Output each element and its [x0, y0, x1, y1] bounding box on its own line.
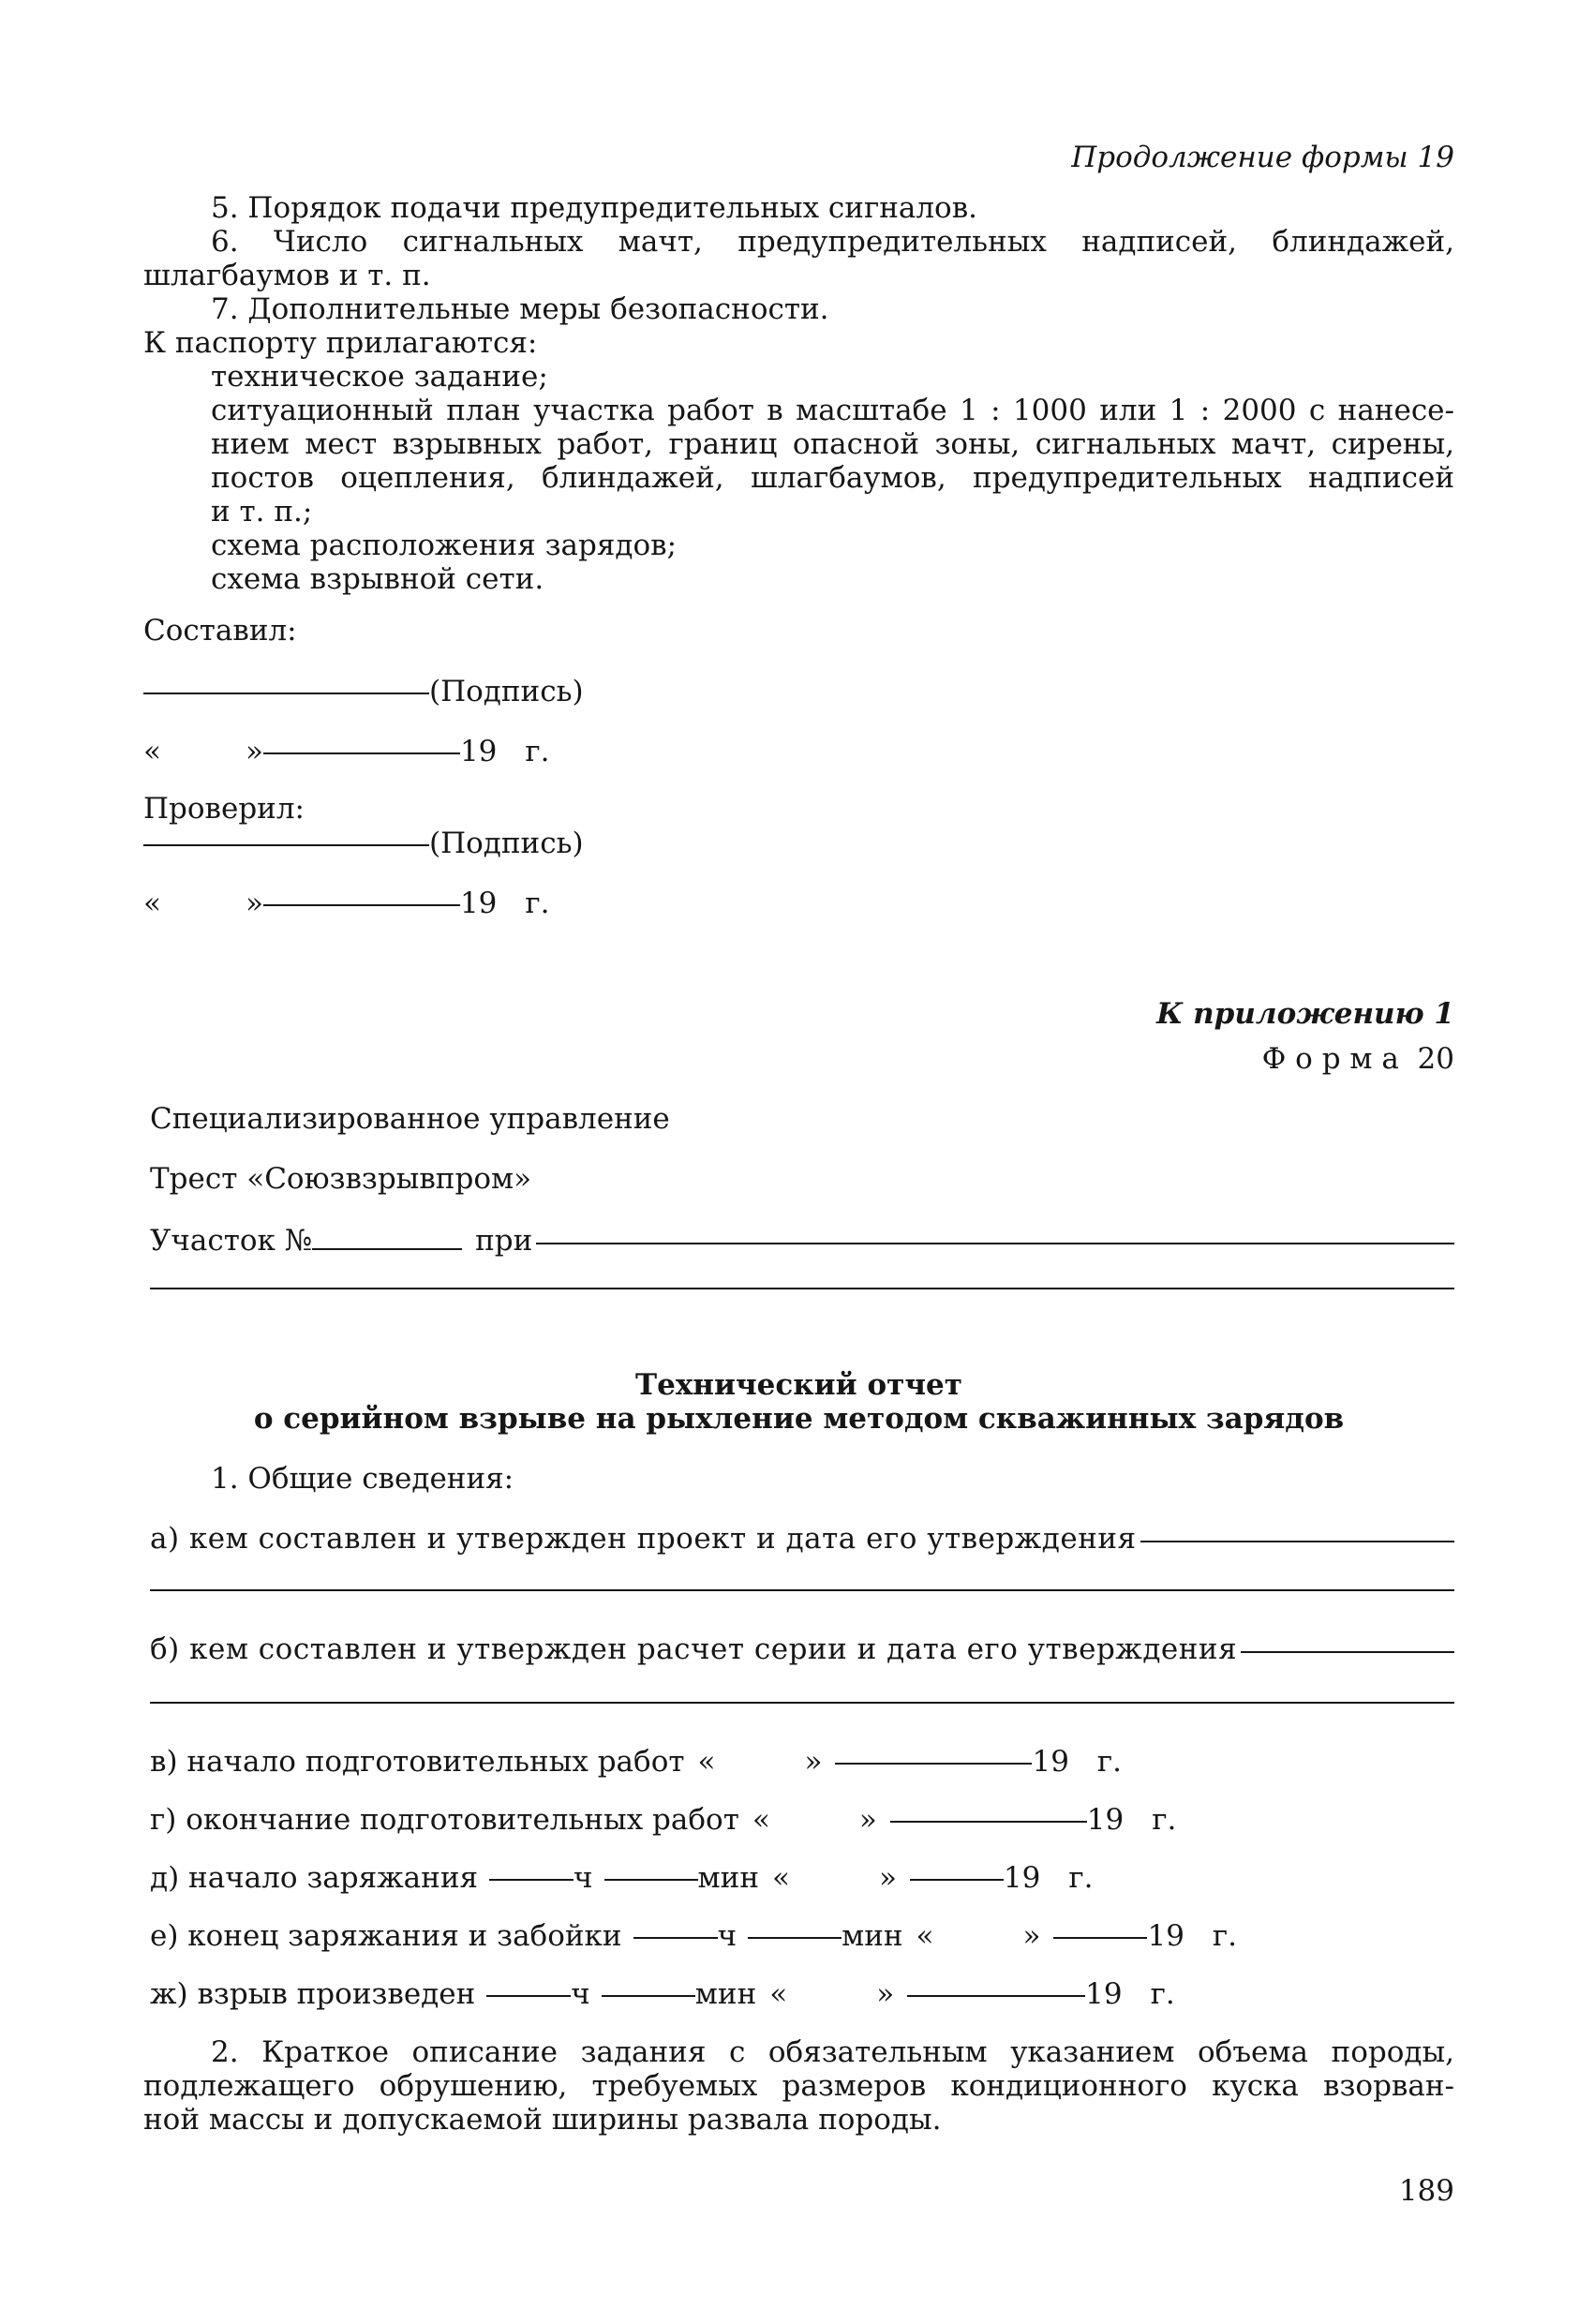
signature-blank: [143, 844, 429, 846]
page-number: 189: [1398, 2174, 1454, 2208]
quote-close: »: [245, 886, 263, 920]
attachment-line: техническое задание;: [211, 360, 548, 394]
item-6-cont: шлагбаумов и т. п.: [143, 259, 431, 292]
item-a-blank: [1140, 1541, 1454, 1542]
quote-close: »: [858, 1803, 877, 1837]
item-a-label: а) кем составлен и утвержден проект и дата его утверждения: [150, 1522, 1137, 1556]
year-suffix: г.: [1152, 1803, 1177, 1837]
hour-blank: [489, 1879, 574, 1881]
quote-open: «: [143, 735, 161, 768]
year: 19: [1003, 1861, 1041, 1895]
date-blank: [263, 904, 460, 906]
item-a-row: [150, 1522, 1454, 1556]
year-suffix: г.: [525, 735, 550, 768]
item-d-row: [150, 1861, 1093, 1895]
item-d-label: д) начало заряжания: [150, 1861, 479, 1895]
checked-date-row: [143, 886, 550, 920]
quote-open: «: [769, 1977, 788, 2011]
compiled-date-row: [143, 735, 550, 768]
date-blank: [890, 1821, 1087, 1823]
date-blank: [835, 1763, 1032, 1765]
hour-label: ч: [571, 1977, 590, 2011]
signature-caption: (Подпись): [429, 827, 584, 860]
date-blank: [263, 752, 460, 754]
description-line: ной массы и допускаемой ширины развала породы.: [143, 2103, 942, 2137]
quote-close: »: [878, 1861, 897, 1895]
quote-open: «: [697, 1745, 716, 1779]
item-b-blank: [1241, 1651, 1454, 1653]
form-number: Ф о р м а 20: [1261, 1042, 1454, 1076]
minute-label: мин: [694, 1977, 757, 2011]
item-b-label: б) кем составлен и утвержден расчет серии и дата его утверждения: [150, 1632, 1238, 1666]
appendix-reference: К приложению 1: [1156, 997, 1454, 1031]
quote-open: «: [916, 1919, 934, 1953]
quote-open: «: [752, 1803, 770, 1837]
quote-close: »: [876, 1977, 895, 2011]
item-e-row: [150, 1919, 1237, 1953]
year: 19: [1085, 1977, 1123, 2011]
quote-open: «: [143, 886, 161, 920]
section-number-blank: [312, 1248, 462, 1250]
report-title: Технический отчет: [635, 1368, 962, 1402]
year-suffix: г.: [525, 886, 550, 920]
attachment-line: схема расположения зарядов;: [211, 529, 678, 562]
quote-close: »: [804, 1745, 823, 1779]
minute-label: мин: [842, 1919, 903, 1953]
year-suffix: г.: [1096, 1745, 1123, 1779]
compiled-signature-row: [143, 675, 584, 708]
date-blank: [910, 1879, 1004, 1881]
item-5: 5. Порядок подачи предупредительных сигналов.: [211, 191, 978, 225]
year: 19: [1086, 1803, 1125, 1837]
continuation-line: [150, 1288, 1454, 1289]
form-continuation-header: Продолжение формы 19: [1071, 141, 1454, 174]
item-g-row: [150, 1803, 1176, 1837]
checked-label: Проверил:: [143, 792, 305, 826]
item-b-row: [150, 1632, 1454, 1666]
hour-label: ч: [574, 1861, 593, 1895]
compiled-label: Составил:: [143, 614, 297, 648]
item-a-continuation-line: [150, 1589, 1454, 1591]
date-blank: [1053, 1937, 1147, 1939]
description-line: 2. Краткое описание задания с обязательным указанием объема породы,: [211, 2035, 1454, 2069]
year-suffix: г.: [1068, 1861, 1094, 1895]
section-row: [150, 1224, 1454, 1258]
item-zh-label: ж) взрыв произведен: [150, 1977, 476, 2011]
item-7: 7. Дополнительные меры безопасности.: [211, 292, 829, 326]
quote-close: »: [1022, 1919, 1041, 1953]
at-blank: [536, 1243, 1454, 1244]
attachment-line: и т. п.;: [211, 495, 313, 529]
org-line-trust: Трест «Союзвзрывпром»: [150, 1162, 532, 1196]
checked-signature-row: [143, 827, 584, 860]
item-v-row: [150, 1745, 1122, 1779]
year: 19: [459, 886, 498, 920]
signature-caption: (Подпись): [429, 675, 584, 708]
signature-blank: [143, 693, 429, 694]
attachments-intro: К паспорту прилагаются:: [143, 326, 538, 360]
quote-open: «: [771, 1861, 790, 1895]
hour-label: ч: [717, 1919, 737, 1953]
attachment-line: схема взрывной сети.: [211, 562, 544, 596]
org-line-specialized: Специализированное управление: [150, 1102, 670, 1136]
minute-label: мин: [697, 1861, 759, 1895]
item-g-label: г) окончание подготовительных работ: [150, 1803, 739, 1837]
year-suffix: г.: [1150, 1977, 1175, 2011]
year: 19: [1147, 1919, 1184, 1953]
hour-blank: [486, 1995, 571, 1997]
year: 19: [459, 735, 498, 768]
minute-blank: [602, 1995, 695, 1997]
item-e-label: е) конец заряжания и забойки: [150, 1919, 622, 1953]
report-subtitle: о серийном взрыве на рыхление методом скважинных зарядов: [253, 1402, 1345, 1436]
year: 19: [1032, 1745, 1069, 1779]
general-heading: 1. Общие сведения:: [211, 1462, 514, 1496]
description-line: подлежащего обрушению, требуемых размеров кондиционного куска взорван-: [143, 2069, 1454, 2103]
year-suffix: г.: [1212, 1919, 1238, 1953]
item-6: 6. Число сигнальных мачт, предупредительных надписей, блиндажей,: [211, 225, 1454, 259]
hour-blank: [633, 1937, 718, 1939]
item-v-label: в) начало подготовительных работ: [150, 1745, 685, 1779]
date-blank: [907, 1995, 1085, 1997]
at-label: при: [475, 1224, 533, 1258]
quote-close: »: [245, 735, 263, 768]
item-b-continuation-line: [150, 1702, 1454, 1704]
attachment-line: постов оцепления, блиндажей, шлагбаумов, предупредительных надписей: [211, 461, 1454, 495]
attachment-line: нием мест взрывных работ, границ опасной зоны, сигнальных мачт, сирены,: [211, 427, 1454, 461]
minute-blank: [604, 1879, 698, 1881]
attachment-line: ситуационный план участка работ в масштабе 1 : 1000 или 1 : 2000 с нанесе-: [211, 394, 1454, 427]
section-label: Участок №: [150, 1224, 313, 1258]
item-zh-row: [150, 1977, 1175, 2011]
minute-blank: [748, 1937, 842, 1939]
